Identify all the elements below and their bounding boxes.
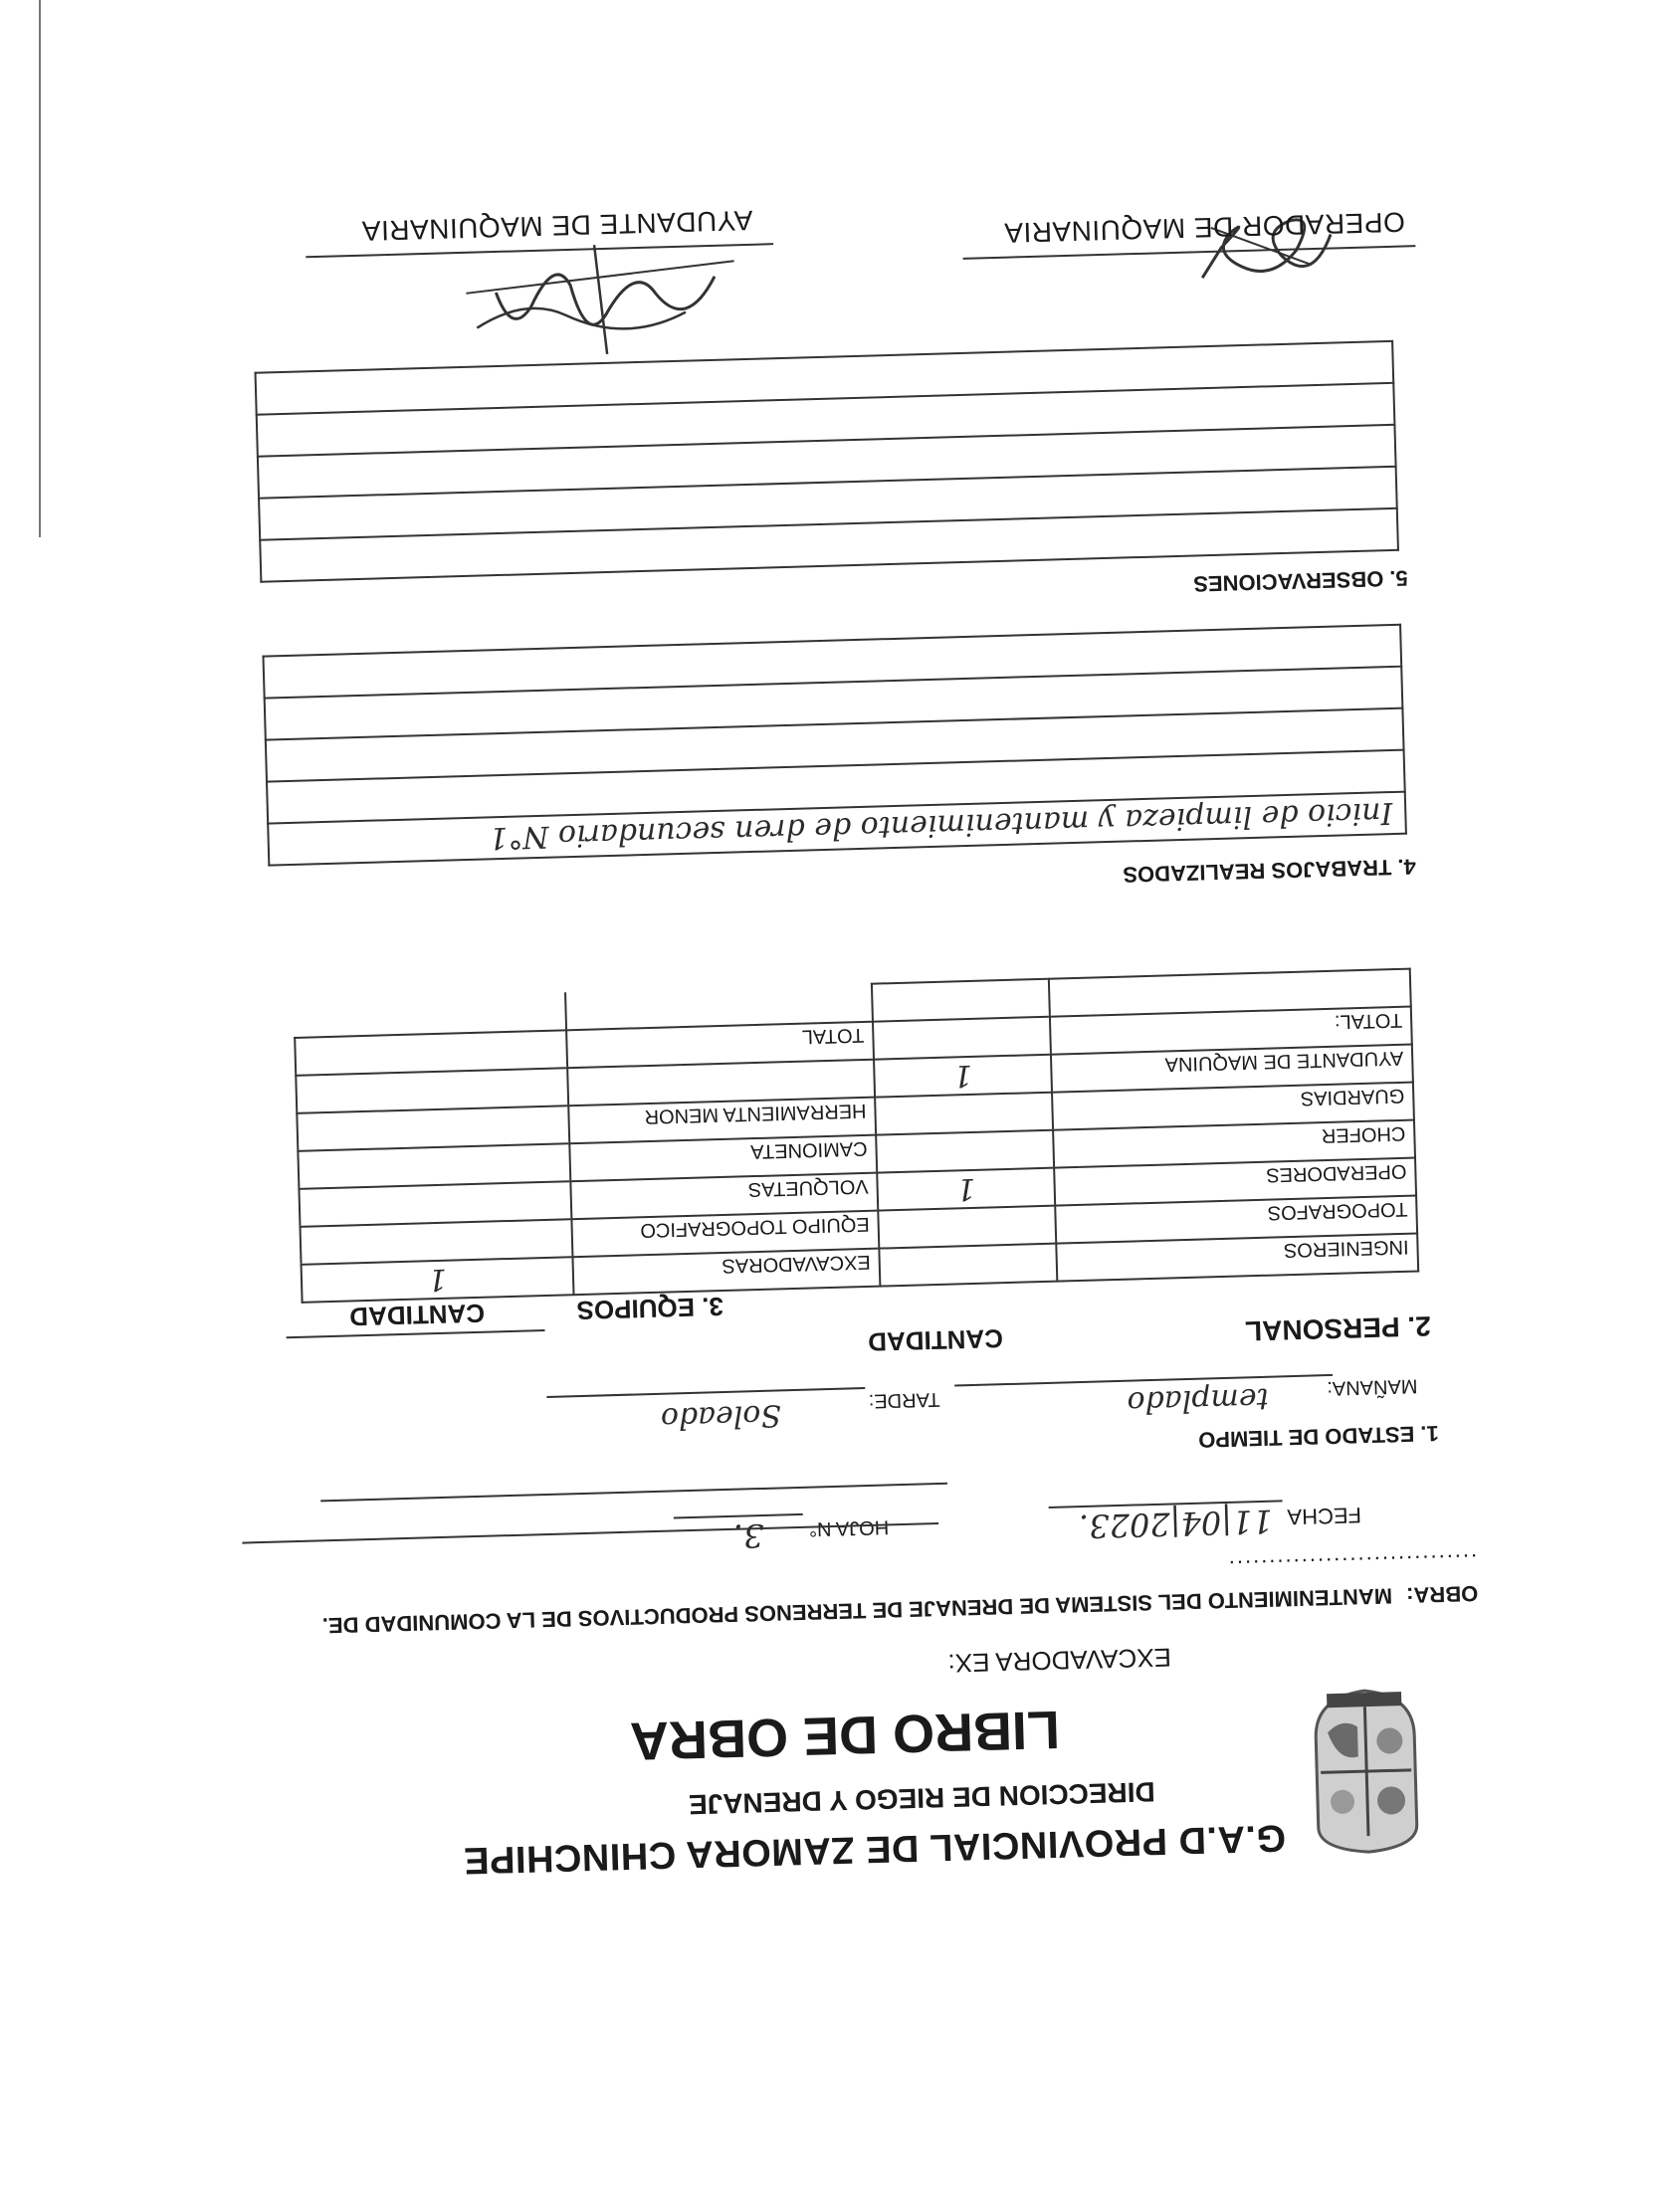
personal-name: INGENIEROS <box>1056 1233 1418 1281</box>
organization-name: G.A.D PROVINCIAL DE ZAMORA CHINCHIPE <box>463 1816 1287 1882</box>
tarde-line <box>546 1387 865 1398</box>
personal-total-qty <box>873 1017 1051 1060</box>
personal-name: GUARDIAS <box>1052 1083 1414 1130</box>
obra-label: OBRA: <box>1405 1580 1479 1608</box>
personal-qty <box>878 1206 1056 1249</box>
equipo-name: CAMIONETA <box>569 1135 877 1182</box>
manana-value: templado <box>1127 1380 1270 1420</box>
personal-name: AYUDANTE DE MAQUINA <box>1051 1045 1413 1093</box>
manana-label: MAÑANA: <box>1327 1374 1418 1400</box>
trabajos-entry: Inicio de limpieza y mantenimiento de dren secundario N°1 <box>268 792 1406 866</box>
personal-name: CHOFER <box>1053 1120 1415 1168</box>
empty-cell <box>294 992 566 1038</box>
header-rule-2 <box>320 1483 947 1503</box>
personal-name: TOPOGRAFOS <box>1055 1196 1417 1244</box>
observaciones-table <box>254 340 1398 583</box>
personal-cantidad-header: CANTIDAD <box>867 1323 1004 1357</box>
equipo-total-qty <box>295 1030 567 1076</box>
equipment-label: EXCAVADORA EX: <box>947 1642 1172 1679</box>
provincial-seal-icon <box>1307 1686 1426 1858</box>
equipo-qty <box>297 1106 569 1151</box>
equipo-total: TOTAL <box>566 1022 874 1069</box>
operador-label: OPERADOR DE MAQUINARIA <box>1003 206 1406 249</box>
equipos-cantidad-header: CANTIDAD <box>348 1298 486 1332</box>
section-trabajos: 4. TRABAJOS REALIZADOS <box>1123 854 1417 888</box>
obra-text: MANTENIMIENTO DEL SISTEMA DE DRENAJE DE TERRENOS PRODUCTIVOS DE LA COMUNIDAD DE. <box>321 1583 1393 1639</box>
hoja-value: 3. <box>673 1513 804 1557</box>
scan-margin-line <box>39 0 41 537</box>
personal-name: OPERADORES <box>1054 1158 1416 1206</box>
obra-description <box>283 1545 1478 1642</box>
obra-dots: ............................... <box>1226 1548 1478 1581</box>
personal-qty: 1 <box>874 1055 1052 1098</box>
fecha-field <box>1049 1498 1362 1546</box>
fecha-value: 11|04|2023. <box>1049 1500 1284 1546</box>
ayudante-label: AYUDANTE DE MAQUINARIA <box>360 204 753 247</box>
equipo-name: EQUIPO TOPOGRAFICO <box>571 1211 879 1258</box>
tarde-label: TARDE: <box>868 1387 940 1412</box>
equipo-qty <box>301 1219 573 1265</box>
equipo-qty <box>298 1143 570 1189</box>
hoja-field <box>673 1510 889 1556</box>
cantidad-rule <box>287 1329 545 1338</box>
hoja-label: HOJA N° <box>808 1515 890 1540</box>
personal-equipos-table <box>293 968 1419 1304</box>
equipo-qty <box>299 1181 571 1227</box>
document-title: LIBRO DE OBRA <box>629 1699 1061 1771</box>
department-name: DIRECCION DE RIEGO Y DRENAJE <box>688 1776 1156 1821</box>
personal-qty <box>879 1244 1057 1287</box>
section-estado-tiempo: 1. ESTADO DE TIEMPO <box>1197 1420 1440 1453</box>
section-personal: 2. PERSONAL <box>1244 1310 1432 1347</box>
tarde-value: Soleado <box>660 1397 782 1436</box>
empty-cell <box>872 979 1050 1022</box>
equipo-name: EXCAVADORAS <box>572 1249 880 1296</box>
equipo-qty: 1 <box>302 1257 574 1303</box>
trabajos-table <box>262 624 1406 867</box>
equipo-name: HERRAMIENTA MENOR <box>568 1098 876 1144</box>
personal-qty <box>875 1093 1053 1135</box>
personal-total: TOTAL: <box>1050 1007 1412 1055</box>
personal-qty <box>876 1130 1054 1173</box>
section-observaciones: 5. OBSERVACIONES <box>1192 565 1409 597</box>
equipo-name: VOLQUETAS <box>570 1173 878 1220</box>
equipo-qty <box>296 1068 568 1113</box>
fecha-label: FECHA <box>1288 1503 1362 1530</box>
personal-qty: 1 <box>877 1168 1055 1211</box>
section-equipos: 3. EQUIPOS <box>576 1291 724 1326</box>
